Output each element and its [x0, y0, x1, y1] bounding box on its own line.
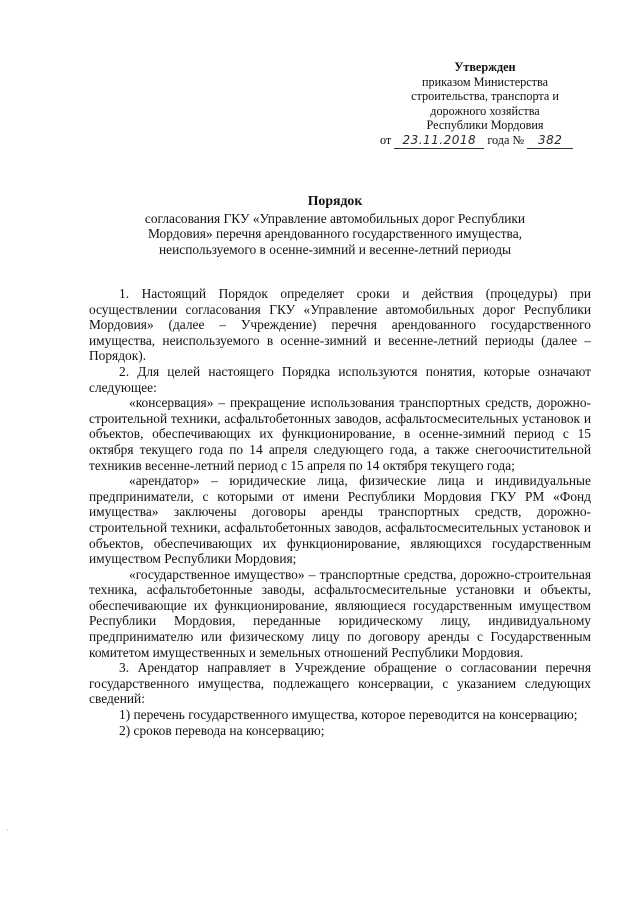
year-number-label: года №: [487, 132, 525, 147]
paragraph-definition-state-property: «государственное имущество» – транспортные средства, дорожно-строительная техника, асфальтобетонные заводы, асфальтосмесительные установки и объекты, обеспечивающие их функционирование, являющиеся государственным имуществом Республики Мордовия, переданные юридическому лицу, индивидуальному предпринимателю или физическому лицу по договору аренды с Государственным комитетом имущественных и земельных отношений Республики Мордовия.: [89, 566, 591, 660]
title-line: Мордовия» перечня арендованного государственного имущества,: [147, 226, 522, 241]
paragraph-2: 2. Для целей настоящего Порядка используются понятия, которые означают следующее:: [89, 363, 591, 395]
title-heading: Порядок: [307, 193, 363, 208]
document-body: [89, 286, 591, 738]
scan-margin-mark: ·: [6, 826, 9, 835]
approval-stamp: [370, 60, 600, 149]
from-label: от: [380, 132, 392, 147]
handwritten-number: 382: [527, 133, 573, 149]
approval-title: Утвержден: [454, 60, 516, 74]
document-title: [100, 193, 570, 257]
paragraph-definition-conservation: «консервация» – прекращение использования транспортных средств, дорожно-строительной техники, асфальтобетонных заводов, асфальтосмесительных установок и объектов, обеспечивающих их функционирование, в осенне-зимний период с 15 октября текущего года по 14 апреля следующего года, а также снегоочистительной техникив весенне-летний период с 15 апреля по 14 октября текущего года;: [89, 395, 591, 473]
paragraph-definition-tenant: «арендатор» – юридические лица, физические лица и индивидуальные предприниматели, с которыми от имени Республики Мордовия ГКУ РМ «Фонд имущества» заключены договоры аренды транспортных средств, дорожно-строительной техники, асфальтобетонных заводов, асфальтосмесительных установок и объектов, обеспечивающих их функционирование, являющихся государственным имуществом Республики Мордовия;: [89, 473, 591, 567]
approval-date-line: [370, 133, 600, 149]
approval-line: Республики Мордовия: [426, 118, 544, 133]
list-item-1: 1) перечень государственного имущества, которое переводится на консервацию;: [119, 707, 578, 723]
title-line: согласования ГКУ «Управление автомобильных дорог Республики: [144, 210, 526, 226]
approval-line: строительства, транспорта и: [411, 89, 559, 104]
paragraph-3: 3. Арендатор направляет в Учреждение обращение о согласовании перечня государственного имущества, подлежащего консервации, с указанием следующих сведений:: [89, 660, 591, 707]
list-item-2: 2) сроков перевода на консервацию;: [119, 722, 325, 738]
approval-line: дорожного хозяйства: [430, 103, 540, 118]
handwritten-date: 23.11.2018: [394, 133, 484, 149]
paragraph-1: 1. Настоящий Порядок определяет сроки и действия (процедуры) при осуществлении согласования ГКУ «Управление автомобильных дорог Республики Мордовия» (далее – Учреждение) перечня арендованного государственного имущества, неиспользуемого в осенне-зимний и весенне-летний периоды (далее – Порядок).: [89, 286, 591, 364]
approval-line: приказом Министерства: [421, 74, 549, 89]
title-line: неиспользуемого в осенне-зимний и весенне-летний периоды: [158, 241, 512, 257]
